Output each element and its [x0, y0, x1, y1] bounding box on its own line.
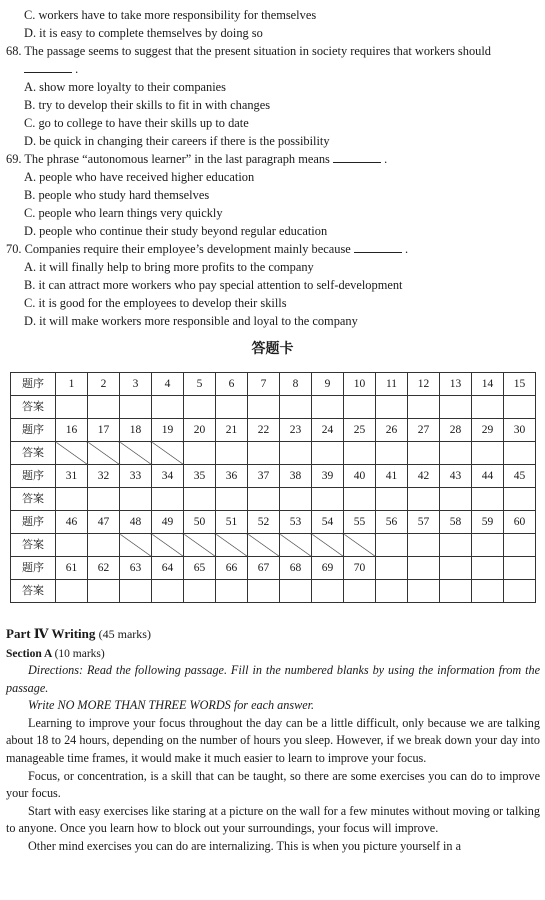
question-number-cell: 69	[312, 557, 344, 580]
question-number-cell	[440, 557, 472, 580]
section-label: Section A	[6, 648, 52, 660]
answer-cell[interactable]	[120, 488, 152, 511]
answer-cell[interactable]	[344, 580, 376, 603]
card-answer-row	[11, 396, 536, 419]
answer-cell[interactable]	[472, 442, 504, 465]
answer-cell[interactable]	[376, 396, 408, 419]
answer-cell[interactable]	[504, 442, 536, 465]
question-number-cell: 56	[376, 511, 408, 534]
question-number-cell: 16	[56, 419, 88, 442]
question-number-cell: 25	[344, 419, 376, 442]
answer-cell-slashed	[88, 442, 120, 465]
answer-cell[interactable]	[216, 580, 248, 603]
q68-option-a: A. show more loyalty to their companies	[24, 80, 226, 94]
question-number-cell: 31	[56, 465, 88, 488]
answer-cell[interactable]	[440, 396, 472, 419]
row-label-number: 题序	[11, 419, 56, 442]
answer-cell-slashed	[120, 534, 152, 557]
q68-option-c: C. go to college to have their skills up to date	[24, 116, 249, 130]
q69-stem-line	[6, 150, 542, 168]
question-number-cell: 18	[120, 419, 152, 442]
questions-section	[6, 6, 542, 330]
question-number-cell: 19	[152, 419, 184, 442]
question-number-cell	[408, 557, 440, 580]
question-number-cell: 63	[120, 557, 152, 580]
answer-cell[interactable]	[88, 396, 120, 419]
card-answer-row	[11, 534, 536, 557]
question-number-cell: 44	[472, 465, 504, 488]
answer-cell[interactable]	[504, 580, 536, 603]
answer-cell[interactable]	[216, 442, 248, 465]
question-number-cell: 37	[248, 465, 280, 488]
question-number-cell: 7	[248, 373, 280, 396]
q69-stem: 69. The phrase “autonomous learner” in the last paragraph means	[6, 152, 330, 166]
answer-cell[interactable]	[440, 442, 472, 465]
card-number-row	[11, 511, 536, 534]
part-title	[6, 625, 540, 645]
answer-cell[interactable]	[408, 534, 440, 557]
card-number-row	[11, 373, 536, 396]
card-answer-row	[11, 580, 536, 603]
answer-cell[interactable]	[152, 488, 184, 511]
directions-text: Directions: Read the following passage. Fill in the numbered blanks by using the information from the passage.	[6, 663, 540, 695]
answer-cell[interactable]	[248, 580, 280, 603]
q70-option-a: A. it will finally help to bring more profits to the company	[24, 260, 314, 274]
q67-option-c: C. workers have to take more responsibility for themselves	[24, 8, 317, 22]
answer-blank	[333, 150, 381, 163]
question-number-cell: 70	[344, 557, 376, 580]
question-number-cell: 67	[248, 557, 280, 580]
card-number-row	[11, 465, 536, 488]
question-number-cell: 5	[184, 373, 216, 396]
answer-cell-slashed	[216, 534, 248, 557]
row-label-answer: 答案	[11, 534, 56, 557]
row-label-answer: 答案	[11, 488, 56, 511]
answer-cell[interactable]	[504, 534, 536, 557]
answer-cell[interactable]	[408, 396, 440, 419]
directions-word-limit: Write NO MORE THAN THREE WORDS for each answer.	[28, 698, 315, 713]
answer-cell-slashed	[56, 442, 88, 465]
answer-cell[interactable]	[376, 580, 408, 603]
question-number-cell: 8	[280, 373, 312, 396]
question-number-cell: 59	[472, 511, 504, 534]
question-number-cell: 46	[56, 511, 88, 534]
answer-blank	[354, 240, 402, 253]
card-answer-row	[11, 488, 536, 511]
row-label-answer: 答案	[11, 442, 56, 465]
q68-stem-tail: .	[72, 62, 79, 76]
question-number-cell: 28	[440, 419, 472, 442]
answer-cell[interactable]	[280, 442, 312, 465]
q70-option-c: C. it is good for the employees to develop their skills	[24, 296, 287, 310]
section-title	[6, 645, 540, 662]
answer-cell[interactable]	[312, 488, 344, 511]
answer-cell[interactable]	[152, 396, 184, 419]
answer-cell[interactable]	[216, 488, 248, 511]
question-number-cell: 12	[408, 373, 440, 396]
answer-cell-slashed	[184, 534, 216, 557]
answer-cell[interactable]	[152, 580, 184, 603]
question-number-cell: 51	[216, 511, 248, 534]
answer-cell[interactable]	[280, 580, 312, 603]
answer-blank	[24, 60, 72, 73]
question-number-cell: 17	[88, 419, 120, 442]
question-number-cell: 45	[504, 465, 536, 488]
answer-cell[interactable]	[504, 488, 536, 511]
answer-cell[interactable]	[376, 442, 408, 465]
answer-cell[interactable]	[248, 488, 280, 511]
row-label-number: 题序	[11, 373, 56, 396]
answer-cell[interactable]	[408, 488, 440, 511]
question-number-cell: 29	[472, 419, 504, 442]
q70-stem-line	[6, 240, 542, 258]
question-number-cell	[376, 557, 408, 580]
part-marks: (45 marks)	[98, 627, 151, 641]
answer-cell-slashed	[312, 534, 344, 557]
question-number-cell: 30	[504, 419, 536, 442]
writing-section	[6, 625, 540, 856]
q69-option-d: D. people who continue their study beyond regular education	[24, 224, 328, 238]
answer-cell-slashed	[344, 534, 376, 557]
question-number-cell: 50	[184, 511, 216, 534]
q67-option-d: D. it is easy to complete themselves by doing so	[24, 26, 263, 40]
q70-option-d: D. it will make workers more responsible and loyal to the company	[24, 314, 358, 328]
answer-cell[interactable]	[56, 396, 88, 419]
answer-cell[interactable]	[344, 488, 376, 511]
part-label: Part Ⅳ Writing	[6, 626, 96, 641]
question-number-cell	[504, 557, 536, 580]
question-number-cell: 22	[248, 419, 280, 442]
question-number-cell: 68	[280, 557, 312, 580]
answer-cell[interactable]	[248, 396, 280, 419]
question-number-cell: 2	[88, 373, 120, 396]
question-number-cell: 36	[216, 465, 248, 488]
passage-paragraph-1: Learning to improve your focus throughout the day can be a little difficult, only because we are talking about 18 to 24 hours, depending on the number of hours you sleep. However, if we break down your day into manageable time frames, it would make it much easier to learn to improve your focus.	[6, 715, 540, 765]
passage-paragraph-4: Other mind exercises you can do are internalizing. This is when you picture yourself in a	[28, 838, 461, 853]
answer-cell[interactable]	[184, 396, 216, 419]
answer-cell[interactable]	[280, 396, 312, 419]
row-label-answer: 答案	[11, 580, 56, 603]
q70-stem: 70. Companies require their employee’s development mainly because	[6, 242, 351, 256]
answer-cell-slashed	[120, 442, 152, 465]
row-label-answer: 答案	[11, 396, 56, 419]
card-answer-row	[11, 442, 536, 465]
question-number-cell: 35	[184, 465, 216, 488]
question-number-cell: 20	[184, 419, 216, 442]
question-number-cell: 43	[440, 465, 472, 488]
answer-cell[interactable]	[280, 488, 312, 511]
q68-stem-blank-line	[6, 60, 542, 78]
q69-stem-tail: .	[380, 152, 388, 166]
question-number-cell: 47	[88, 511, 120, 534]
question-number-cell: 27	[408, 419, 440, 442]
question-number-cell: 33	[120, 465, 152, 488]
question-number-cell: 4	[152, 373, 184, 396]
answer-cell[interactable]	[472, 580, 504, 603]
answer-cell[interactable]	[56, 488, 88, 511]
q70-stem-tail: .	[401, 242, 409, 256]
answer-cell[interactable]	[312, 580, 344, 603]
question-number-cell: 42	[408, 465, 440, 488]
answer-cell[interactable]	[472, 396, 504, 419]
question-number-cell: 60	[504, 511, 536, 534]
answer-card-table	[10, 372, 536, 603]
question-number-cell: 11	[376, 373, 408, 396]
question-number-cell: 41	[376, 465, 408, 488]
answer-cell[interactable]	[56, 534, 88, 557]
q68-option-d: D. be quick in changing their careers if there is the possibility	[24, 134, 330, 148]
question-number-cell: 24	[312, 419, 344, 442]
answer-cell[interactable]	[408, 442, 440, 465]
answer-cell[interactable]	[88, 488, 120, 511]
question-number-cell: 23	[280, 419, 312, 442]
question-number-cell: 13	[440, 373, 472, 396]
question-number-cell: 57	[408, 511, 440, 534]
answer-cell-slashed	[152, 534, 184, 557]
question-number-cell: 1	[56, 373, 88, 396]
question-number-cell: 62	[88, 557, 120, 580]
card-number-row	[11, 419, 536, 442]
q70-option-b: B. it can attract more workers who pay special attention to self-development	[24, 278, 403, 292]
question-number-cell: 64	[152, 557, 184, 580]
question-number-cell: 34	[152, 465, 184, 488]
question-number-cell: 32	[88, 465, 120, 488]
question-number-cell: 26	[376, 419, 408, 442]
question-number-cell: 40	[344, 465, 376, 488]
question-number-cell: 3	[120, 373, 152, 396]
answer-cell[interactable]	[248, 442, 280, 465]
answer-cell[interactable]	[216, 396, 248, 419]
answer-cell[interactable]	[376, 534, 408, 557]
question-number-cell: 10	[344, 373, 376, 396]
answer-cell[interactable]	[184, 442, 216, 465]
question-number-cell: 48	[120, 511, 152, 534]
question-number-cell: 52	[248, 511, 280, 534]
answer-cell[interactable]	[56, 580, 88, 603]
question-number-cell: 38	[280, 465, 312, 488]
question-number-cell: 6	[216, 373, 248, 396]
answer-cell[interactable]	[120, 580, 152, 603]
answer-cell[interactable]	[472, 488, 504, 511]
answer-cell[interactable]	[312, 396, 344, 419]
question-number-cell: 49	[152, 511, 184, 534]
q68-stem: 68. The passage seems to suggest that the present situation in society requires that workers should	[6, 44, 491, 58]
q69-option-b: B. people who study hard themselves	[24, 188, 210, 202]
answer-cell[interactable]	[440, 580, 472, 603]
question-number-cell: 55	[344, 511, 376, 534]
answer-cell[interactable]	[440, 488, 472, 511]
answer-cell[interactable]	[184, 580, 216, 603]
row-label-number: 题序	[11, 465, 56, 488]
card-number-row	[11, 557, 536, 580]
passage-paragraph-2: Focus, or concentration, is a skill that can be taught, so there are some exercises you can do to improve your focus.	[6, 768, 540, 801]
answer-cell[interactable]	[344, 396, 376, 419]
question-number-cell: 21	[216, 419, 248, 442]
question-number-cell: 39	[312, 465, 344, 488]
answer-card-title: 答题卡	[251, 341, 294, 357]
answer-cell[interactable]	[120, 396, 152, 419]
answer-cell[interactable]	[88, 580, 120, 603]
section-marks: (10 marks)	[54, 648, 105, 660]
answer-cell-slashed	[152, 442, 184, 465]
answer-cell-slashed	[280, 534, 312, 557]
question-number-cell: 54	[312, 511, 344, 534]
answer-cell[interactable]	[184, 488, 216, 511]
answer-cell[interactable]	[376, 488, 408, 511]
answer-cell[interactable]	[344, 442, 376, 465]
row-label-number: 题序	[11, 511, 56, 534]
answer-cell-slashed	[248, 534, 280, 557]
answer-cell[interactable]	[472, 534, 504, 557]
row-label-number: 题序	[11, 557, 56, 580]
answer-cell[interactable]	[88, 534, 120, 557]
answer-cell[interactable]	[440, 534, 472, 557]
question-number-cell: 14	[472, 373, 504, 396]
q69-option-a: A. people who have received higher education	[24, 170, 255, 184]
question-number-cell: 65	[184, 557, 216, 580]
answer-cell[interactable]	[312, 442, 344, 465]
q69-option-c: C. people who learn things very quickly	[24, 206, 223, 220]
question-number-cell: 15	[504, 373, 536, 396]
question-number-cell: 53	[280, 511, 312, 534]
answer-cell[interactable]	[504, 396, 536, 419]
question-number-cell	[472, 557, 504, 580]
question-number-cell: 58	[440, 511, 472, 534]
answer-cell[interactable]	[408, 580, 440, 603]
question-number-cell: 9	[312, 373, 344, 396]
question-number-cell: 66	[216, 557, 248, 580]
q68-option-b: B. try to develop their skills to fit in with changes	[24, 98, 271, 112]
passage-paragraph-3: Start with easy exercises like staring at a picture on the wall for a few minutes without moving or talking to anyone. Once you learn how to block out your surroundings, your focus will improve.	[6, 803, 540, 836]
question-number-cell: 61	[56, 557, 88, 580]
